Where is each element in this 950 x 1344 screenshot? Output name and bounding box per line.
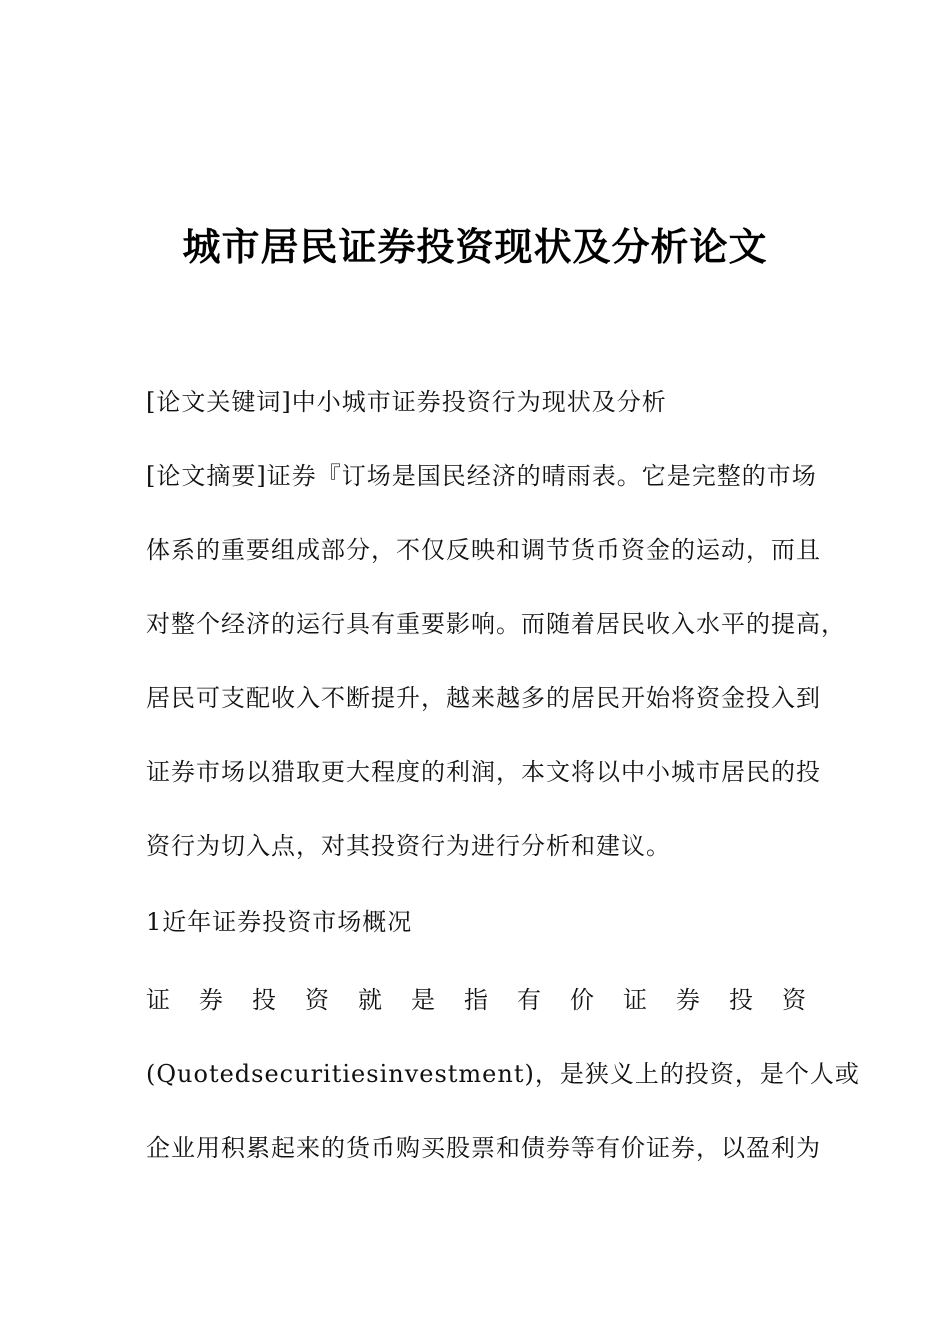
body-line: 企业用积累起来的货币购买股票和债券等有价证券，以盈利为 xyxy=(146,1134,821,1162)
justified-char: 券 xyxy=(199,986,223,1014)
abstract-line: [论文摘要]证券『订场是国民经济的晴雨表。它是完整的市场 xyxy=(146,462,817,490)
justified-char: 资 xyxy=(305,986,329,1014)
justified-char: 投 xyxy=(729,986,753,1014)
justified-char: 证 xyxy=(623,986,647,1014)
justified-char: 券 xyxy=(676,986,700,1014)
keywords-line: [论文关键词]中小城市证券投资行为现状及分析 xyxy=(146,388,667,416)
justified-char: 价 xyxy=(570,986,594,1014)
justified-char: 有 xyxy=(517,986,541,1014)
document-title: 城市居民证券投资现状及分析论文 xyxy=(182,225,768,269)
abstract-line: 对整个经济的运行具有重要影响。而随着居民收入水平的提高， xyxy=(146,610,846,638)
justified-char: 证 xyxy=(146,986,170,1014)
abstract-line: 资行为切入点，对其投资行为进行分析和建议。 xyxy=(146,832,671,860)
body-line-justified xyxy=(146,982,806,1018)
abstract-line: 体系的重要组成部分，不仅反映和调节货币资金的运动，而且 xyxy=(146,536,821,564)
justified-char: 是 xyxy=(411,986,435,1014)
abstract-line: 证券市场以猎取更大程度的利润，本文将以中小城市居民的投 xyxy=(146,758,821,786)
abstract-line: 居民可支配收入不断提升，越来越多的居民开始将资金投入到 xyxy=(146,684,821,712)
body-line: (Quotedsecuritiesinvestment)，是狭义上的投资，是个人或 xyxy=(146,1060,860,1088)
justified-char: 资 xyxy=(782,986,806,1014)
justified-char: 指 xyxy=(464,986,488,1014)
justified-char: 就 xyxy=(358,986,382,1014)
justified-char: 投 xyxy=(252,986,276,1014)
section-heading: 1近年证券投资市场概况 xyxy=(146,908,413,936)
